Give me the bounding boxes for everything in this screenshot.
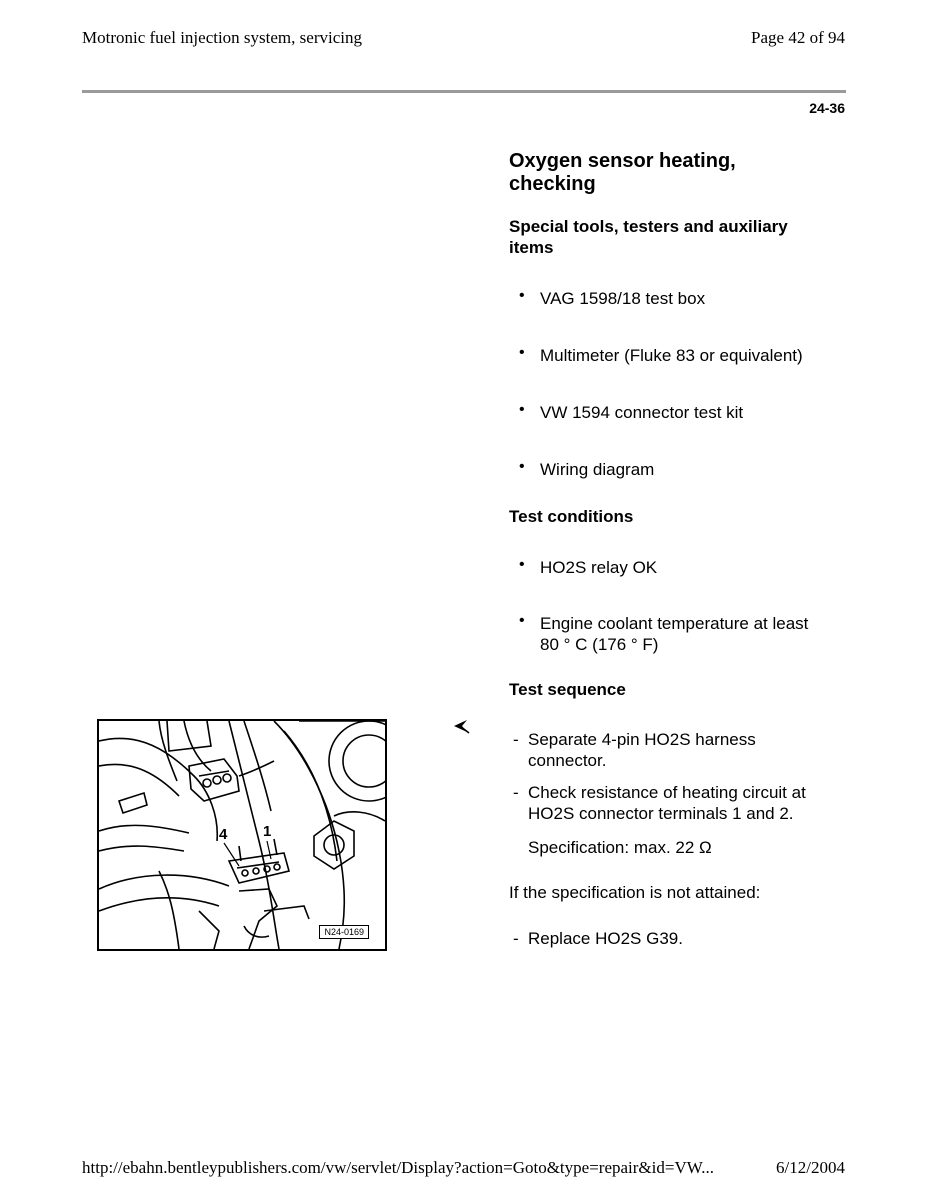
tool-item: • VW 1594 connector test kit xyxy=(519,401,744,422)
not-attained-note: If the specification is not attained: xyxy=(509,883,761,902)
figure-label: N24-0169 xyxy=(319,925,369,939)
tool-item: • Multimeter (Fluke 83 or equivalent) xyxy=(519,344,803,365)
page-number: Page 42 of 94 xyxy=(751,28,845,47)
specification: Specification: max. 22 Ω xyxy=(528,838,712,857)
tools-heading: Special tools, testers and auxiliary items xyxy=(509,217,788,257)
tool-item: • Wiring diagram xyxy=(519,458,655,479)
section-heading: Oxygen sensor heating, checking xyxy=(509,150,736,195)
header-divider xyxy=(82,90,846,93)
terminal-label-1: 1 xyxy=(263,823,272,840)
conditions-heading: Test conditions xyxy=(509,507,634,526)
sequence-step: - Separate 4-pin HO2S harness connector. xyxy=(513,730,756,770)
footer-url: http://ebahn.bentleypublishers.com/vw/servlet/Display?action=Goto&type=repair&id=VW... xyxy=(82,1158,714,1177)
condition-item: • HO2S relay OK xyxy=(519,556,658,577)
final-step: - Replace HO2S G39. xyxy=(513,929,683,948)
terminal-label-4: 4 xyxy=(219,826,228,843)
footer-date: 6/12/2004 xyxy=(776,1158,845,1177)
sequence-step: - Check resistance of heating circuit at HO2S connector terminals 1 and 2. xyxy=(513,783,806,823)
engine-bay-drawing xyxy=(99,721,385,949)
document-title: Motronic fuel injection system, servicing xyxy=(82,28,362,47)
connector-illustration xyxy=(97,719,387,951)
arrow-pointer-icon xyxy=(452,718,470,739)
condition-item: • Engine coolant temperature at least 80 ° C (176 ° F) xyxy=(519,612,809,654)
section-number: 24-36 xyxy=(809,100,845,116)
sequence-heading: Test sequence xyxy=(509,680,626,699)
tool-item: • VAG 1598/18 test box xyxy=(519,287,706,308)
